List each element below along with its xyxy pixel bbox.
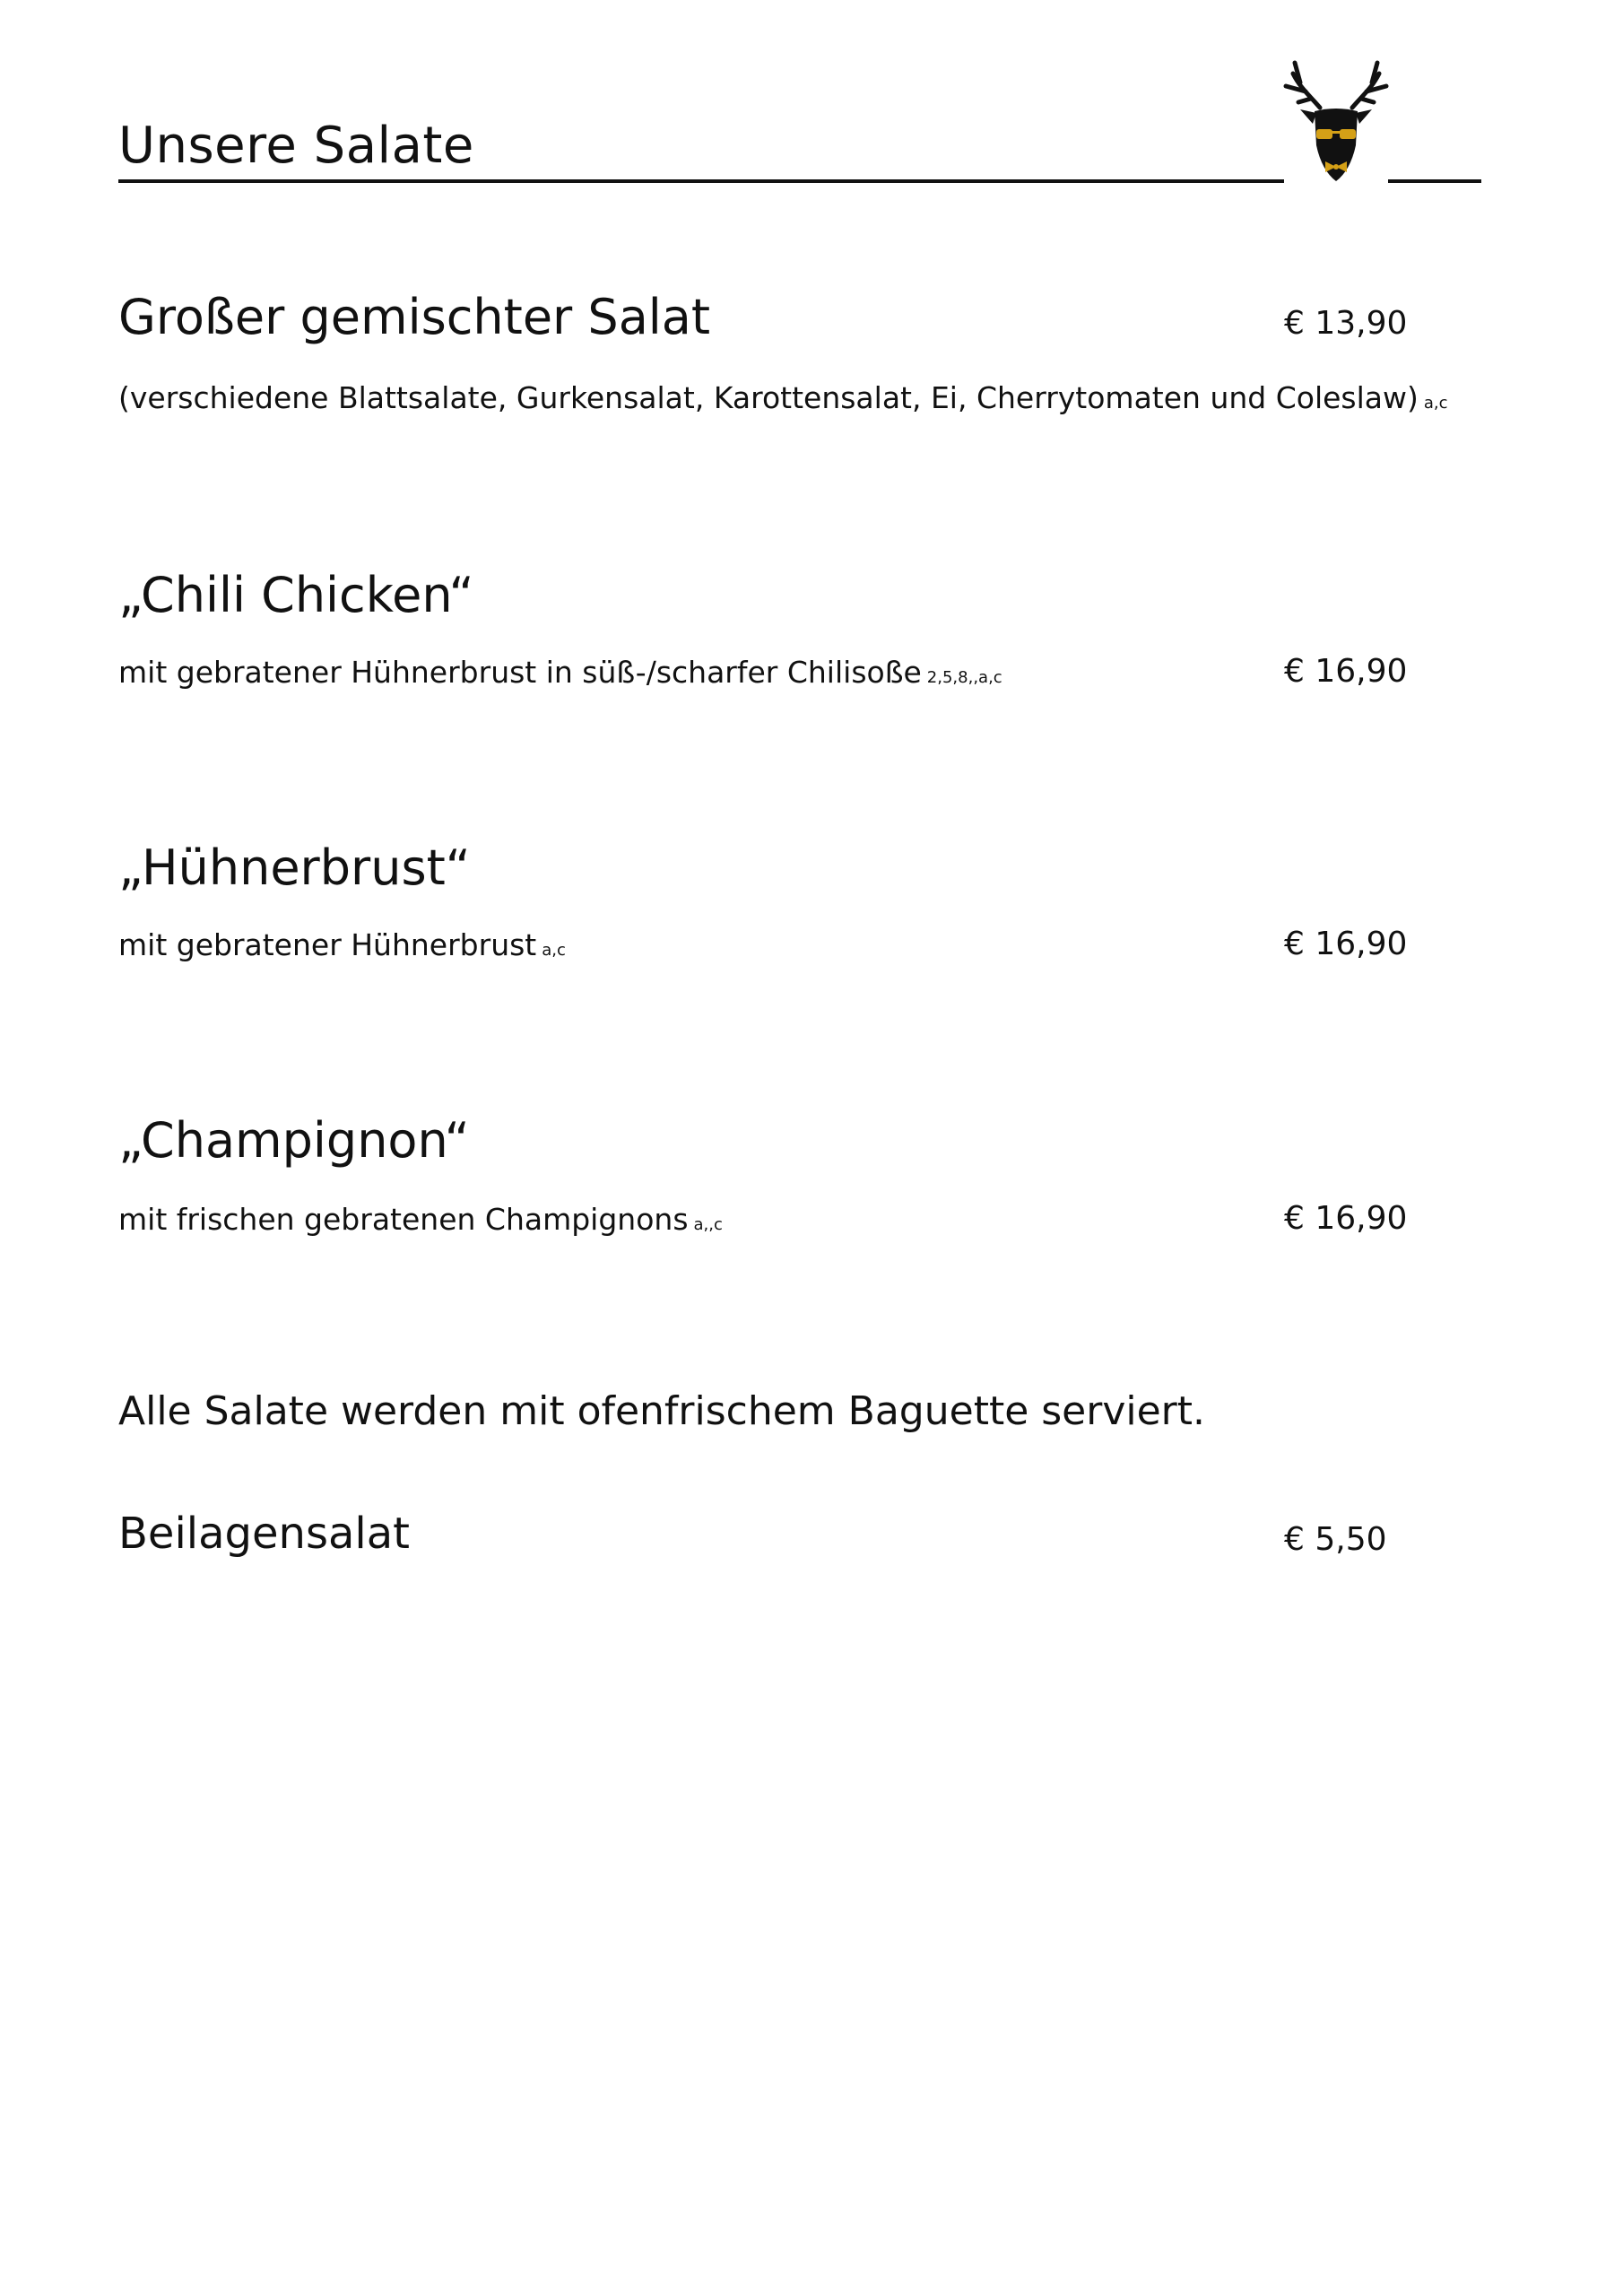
description-text: mit gebratener Hühnerbrust in süß-/scharfer Chilisoße [118,655,922,690]
menu-item-name: Großer gemischter Salat [118,289,711,345]
allergen-codes: 2,5,8,,a,c [926,668,1002,687]
side-salad-name: Beilagensalat [118,1509,410,1559]
menu-item-description [118,655,1002,690]
menu-item-price: € 16,90 [1284,1200,1408,1237]
menu-item-description [118,380,1448,415]
allergen-codes: a,c [542,941,566,960]
menu-item-price: € 13,90 [1284,305,1408,342]
description-text: mit gebratener Hühnerbrust [118,927,537,962]
menu-item-price: € 16,90 [1284,653,1408,690]
description-text: (verschiedene Blattsalate, Gurkensalat, Karottensalat, Ei, Cherrytomaten und Coleslaw) [118,380,1419,415]
stag-head-logo-icon [1273,56,1399,188]
menu-item-price: € 16,90 [1284,926,1408,962]
menu-item-name: „Champignon“ [118,1112,470,1169]
title-underline [118,179,1284,183]
side-salad-price: € 5,50 [1284,1521,1387,1558]
menu-item-name: „Chili Chicken“ [118,567,474,623]
page-title: Unsere Salate [118,117,474,175]
menu-item-name: „Hühnerbrust“ [118,839,471,896]
allergen-codes: a,c [1423,394,1448,413]
allergen-codes: a,,c [693,1215,723,1234]
menu-item-description [118,927,566,962]
title-underline-right [1388,179,1481,183]
description-text: mit frischen gebratenen Champignons [118,1202,689,1237]
baguette-note: Alle Salate werden mit ofenfrischem Baguette serviert. [118,1388,1205,1434]
menu-item-description [118,1202,723,1237]
